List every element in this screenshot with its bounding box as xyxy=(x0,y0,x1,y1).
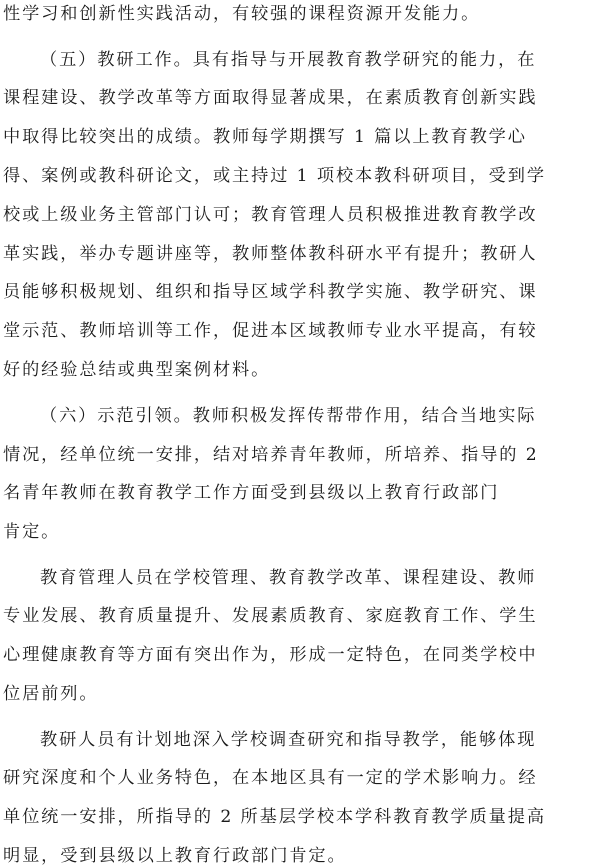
paragraph-line: 明显，受到县级以上教育行政部门肯定。 xyxy=(3,846,347,866)
section-heading-line: （五）教研工作。具有指导与开展教育教学研究的能力，在 xyxy=(40,50,537,70)
paragraph-line: 校或上级业务主管部门认可；教育管理人员积极推进教育教学改 xyxy=(3,205,538,225)
paragraph-line: 得、案例或教科研论文，或主持过 1 项校本教科研项目，受到学 xyxy=(3,166,546,186)
paragraph-line: 堂示范、教师培训等工作，促进本区域教师专业水平提高，有较 xyxy=(3,321,538,341)
paragraph-line: 课程建设、教学改革等方面取得显著成果，在素质教育创新实践 xyxy=(3,88,538,108)
paragraph-line: 员能够积极规划、组织和指导区域学科教学实施、教学研究、课 xyxy=(3,282,538,302)
paragraph-line: 教育管理人员在学校管理、教育教学改革、课程建设、教师 xyxy=(40,568,537,588)
paragraph-line: 专业发展、教育质量提升、发展素质教育、家庭教育工作、学生 xyxy=(3,606,538,626)
paragraph-line: 好的经验总结或典型案例材料。 xyxy=(3,360,271,380)
paragraph-line: 革实践，举办专题讲座等，教师整体教科研水平有提升；教研人 xyxy=(3,244,538,264)
paragraph-line: 肯定。 xyxy=(3,522,61,542)
section-heading-line: （六）示范引领。教师积极发挥传帮带作用，结合当地实际 xyxy=(40,406,537,426)
paragraph-line: 心理健康教育等方面有突出作为，形成一定特色，在同类学校中 xyxy=(3,645,538,665)
paragraph-line: 名青年教师在教育教学工作方面受到县级以上教育行政部门 xyxy=(3,483,500,503)
paragraph-line: 位居前列。 xyxy=(3,684,99,704)
paragraph-line: 单位统一安排，所指导的 2 所基层学校本学科教育教学质量提高 xyxy=(3,807,546,827)
paragraph-line: 教研人员有计划地深入学校调查研究和指导教学，能够体现 xyxy=(40,730,537,750)
paragraph-line: 性学习和创新性实践活动，有较强的课程资源开发能力。 xyxy=(3,4,481,24)
paragraph-line: 情况，经单位统一安排，结对培养青年教师，所培养、指导的 2 xyxy=(3,445,539,465)
paragraph-line: 中取得比较突出的成绩。教师每学期撰写 1 篇以上教育教学心 xyxy=(3,127,527,147)
paragraph-line: 研究深度和个人业务特色，在本地区具有一定的学术影响力。经 xyxy=(3,768,538,788)
